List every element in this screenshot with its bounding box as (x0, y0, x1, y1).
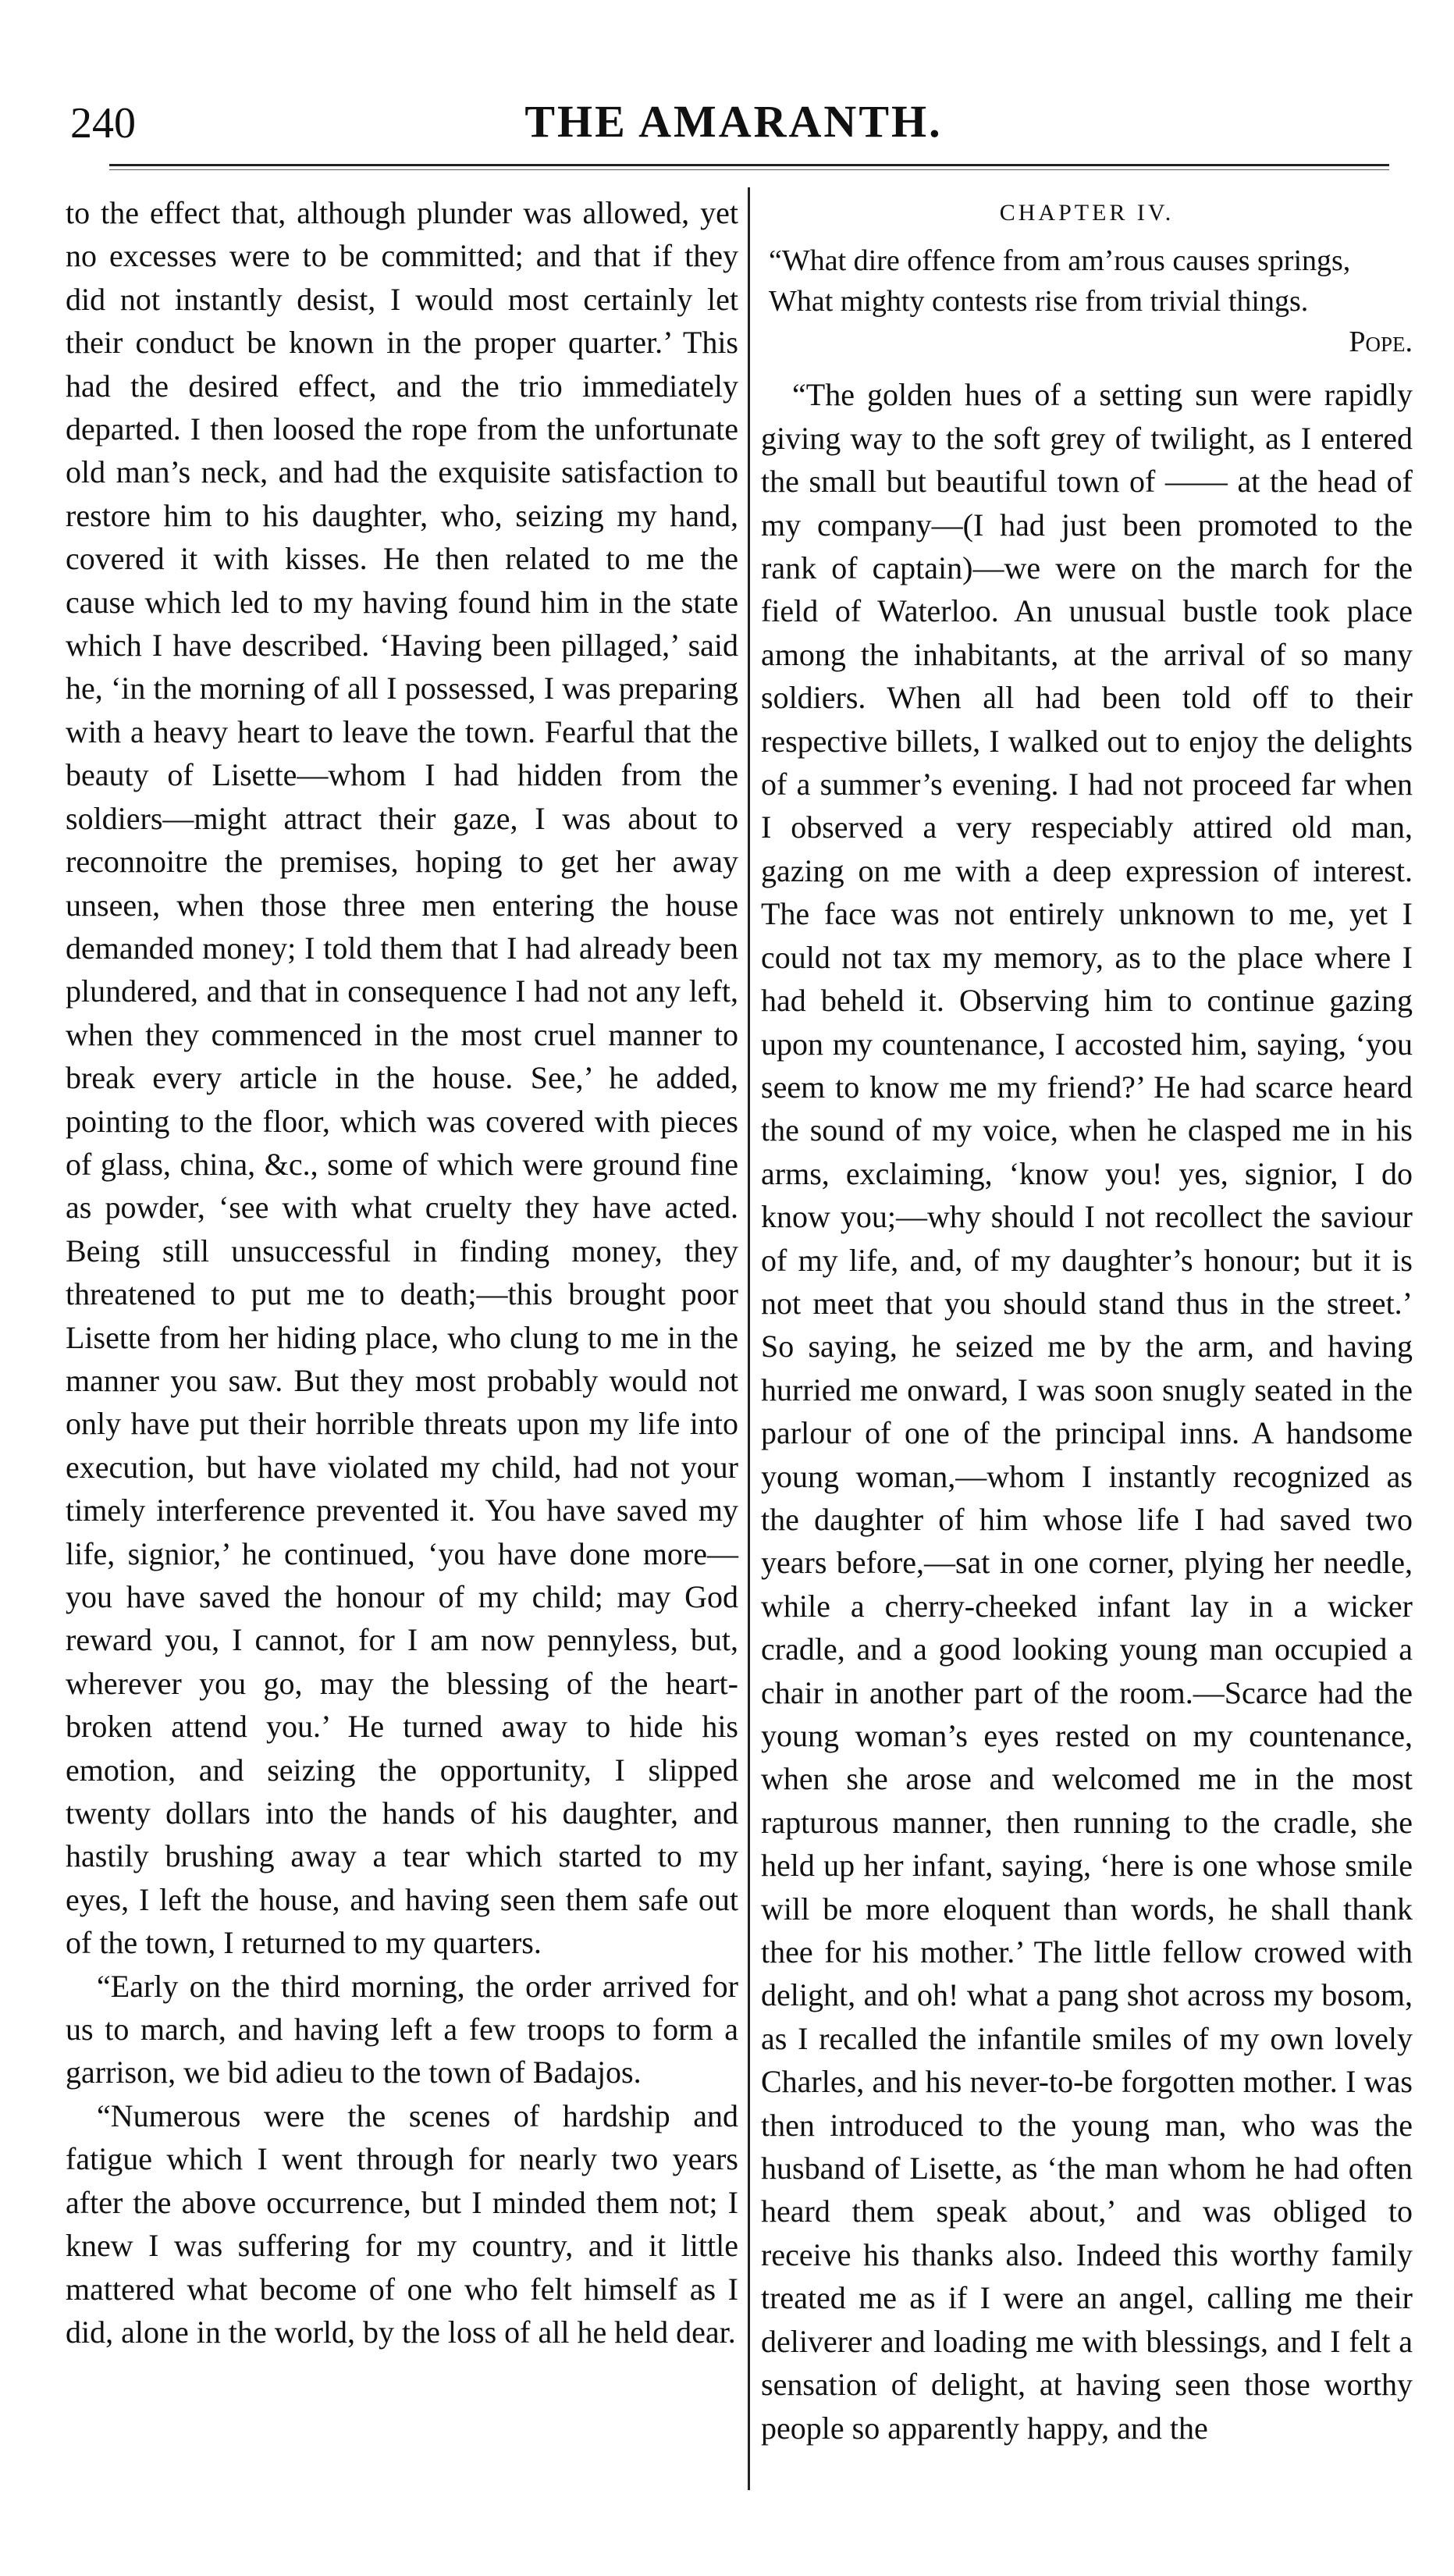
running-title: THE AMARANTH. (524, 96, 943, 147)
epigraph-attribution: Pope. (1349, 326, 1413, 359)
header-rule-thin (109, 169, 1389, 170)
page-number: 240 (70, 99, 136, 148)
chapter-heading: CHAPTER IV. (999, 200, 1175, 226)
paragraph: “Early on the third morning, the order arrived for us to march, and having left a few troops to form a garrison, we bid adieu to the town of Badajos. (66, 1968, 738, 2090)
page-header (62, 94, 1405, 156)
right-column (761, 191, 1413, 2450)
paragraph: “The golden hues of a setting sun were rapidly giving way to the soft grey of twilight, as I entered the small but beautiful town of —— at the head of my company—(I had just been promoted to the rank of captain)—we were on the march for the field of Waterloo. An unusual bustle took place among the inhabitants, at the arrival of so many soldiers. When all had been told off to their respective billets, I walked out to enjoy the delights of a summer’s evening. I had not proceed far when I observed a very respeciably attired old man, gazing on me with a deep expression of interest. The face was not entirely unknown to me, yet I could not tax my memory, as to the place where I had beheld it. Observing him to continue gazing upon my countenance, I accosted him, saying, ‘you seem to know me my friend?’ He had scarce heard the sound of my voice, when he clasped me in his arms, exclaiming, ‘know you! yes, signior, I do know you;—why should I not recollect the saviour of my life, and, of my daughter’s honour; but it is not meet that you should stand thus in the street.’ So saying, he seized me by the arm, and having hurried me onward, I was soon snugly seated in the parlour of one of the principal inns. A handsome young woman,—whom I instantly recognized as the daughter of him whose life I had saved two years before,—sat in one corner, plying her needle, while a cherry-cheeked infant lay in a wicker cradle, and a good looking young man occupied a chair in another part of the room.—Scarce had the young woman’s eyes rested on my countenance, when she arose and welcomed me in the most rapturous manner, then running to the cradle, she held up her infant, saying, ‘here is one whose smile will be more eloquent than words, he shall thank thee for his mother.’ The little fellow crowed with delight, and oh! what a pang shot across my bosom, as I recalled the infantile smiles of my own lovely Charles, and his never-to-be forgotten mother. I was then introduced to the young man, who was the husband of Lisette, as ‘the man whom he had often heard them speak about,’ and was obliged to receive his thanks also. Indeed this worthy family treated me as if I were an angel, calling me their deliverer and loading me with blessings, and I felt a sensation of delight, at having seen those worthy people so apparently happy, and the (761, 377, 1413, 2446)
paragraph: to the effect that, although plunder was allowed, yet no excesses were to be committed; and that if they did not instantly desist, I would most certainly let their conduct be known in the proper quarter.’ This had the desired effect, and the trio immediately departed. I then loosed the rope from the unfortunate old man’s neck, and had the exquisite satisfaction to restore him to his daughter, who, seizing my hand, covered it with kisses. He then related to me the cause which led to my having found him in the state which I have described. ‘Having been pillaged,’ said he, ‘in the morning of all I possessed, I was preparing with a heavy heart to leave the town. Fearful that the beauty of Lisette—whom I had hidden from the soldiers—might attract their gaze, I was about to reconnoitre the premises, hoping to get her away unseen, when those three men entering the house demanded money; I told them that I had already been plundered, and that in consequence I had not any left, when they commenced in the most cruel manner to break every article in the house. See,’ he added, pointing to the floor, which was covered with pieces of glass, china, &c., some of which were ground fine as powder, ‘see with what cruelty they have acted. Being still unsuccessful in finding money, they threatened to put me to death;—this brought poor Lisette from her hiding place, who clung to me in the manner you saw. But they most probably would not only have put their horrible threats upon my life into execution, but have violated my child, had not your timely interference prevented it. You have saved my life, signior,’ he continued, ‘you have done more—you have saved the honour of my child; may God reward you, I cannot, for I am now pennyless, but, wherever you go, may the blessing of the heart-broken attend you.’ He turned away to hide his emotion, and seizing the opportunity, I slipped twenty dollars into the hands of his daughter, and hastily brushing away a tear which started to my eyes, I left the house, and having seen them safe out of the town, I returned to my quarters. (66, 195, 738, 1961)
column-divider (748, 187, 750, 2490)
header-rule (109, 164, 1389, 166)
left-column (66, 191, 738, 2354)
paragraph: “Numerous were the scenes of hardship and fatigue which I went through for nearly two years after the above occurrence, but I minded them not; I knew I was suffering for my country, and it little mattered what become of one who felt himself as I did, alone in the world, by the loss of all he held dear. (66, 2097, 738, 2350)
epigraph-line: What mighty contests rise from trivial things. (769, 285, 1309, 318)
epigraph (761, 240, 1413, 322)
epigraph-line: “What dire offence from am’rous causes springs, (769, 244, 1351, 278)
